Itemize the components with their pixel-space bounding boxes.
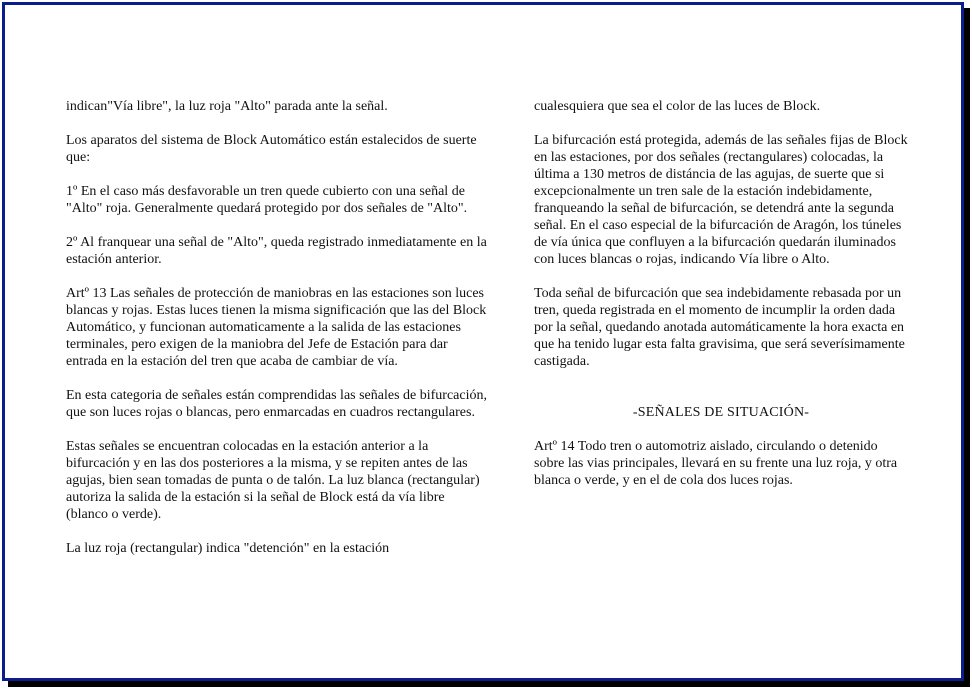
paragraph: cualesquiera que sea el color de las luces de Block.	[534, 99, 821, 114]
paragraph: 1º En el caso más desfavorable un tren quede cubierto con una señal de "Alto" roja. Generalmente quedará protegido por dos señales de "Alto".	[66, 184, 468, 216]
paragraph: Artº 14 Todo tren o automotriz aislado, circulando o detenido sobre las vias principales, llevará en su frente una luz roja, y otra blanca o verde, y en el de cola dos luces rojas.	[534, 439, 898, 488]
paragraph: Artº 13 Las señales de protección de maniobras en las estaciones son luces blancas y rojas. Estas luces tienen la misma significación que las del Block Automático, y funcionan automaticamente a la salida de las estaciones terminales, pero exigen de la maniobra del Jefe de Estación para dar entrada en la estación del tren que acaba de cambiar de vía.	[66, 286, 487, 369]
section-heading: -SEÑALES DE SITUACIÓN-	[632, 405, 810, 420]
left-text-column	[66, 98, 490, 574]
page-shadow-right	[964, 8, 970, 687]
paragraph: Estas señales se encuentran colocadas en la estación anterior a la bifurcación y en las dos posteriores a la misma, y se repiten antes de las agujas, bien sean tomadas de punta o de talón. La luz blanca (rectangular) autoriza la salida de la estación si la señal de Block está da vía libre (blanco o verde).	[66, 439, 480, 522]
paragraph: La luz roja (rectangular) indica "detención" en la estación	[66, 541, 390, 556]
paragraph: Toda señal de bifurcación que sea indebidamente rebasada por un tren, queda registrada en el momento de incumplir la orden dada por la señal, quedando anotada automáticamente la hora exacta en que ha tenido lugar esta falta gravisima, que será severísimamente castigada.	[534, 286, 905, 369]
page-shadow-bottom	[8, 681, 970, 687]
paragraph: En esta categoria de señales están comprendidas las señales de bifurcación, que son luces rojas o blancas, pero enmarcadas en cuadros rectangulares.	[66, 388, 487, 420]
paragraph: La bifurcación está protegida, además de las señales fijas de Block en las estaciones, por dos señales (rectangulares) colocadas, la última a 130 metros de distáncia de las agujas, de suerte que si excepcionalmente un tren sale de la estación indebidamente, franqueando la señal de bifurcación, se detendrá ante la segunda señal. En el caso especial de la bifurcación de Aragón, los túneles de vía única que confluyen a la bifurcación quedarán iluminados con luces blancas o rojas, indicando Vía libre o Alto.	[534, 133, 908, 267]
paragraph: indican"Vía libre", la luz roja "Alto" parada ante la señal.	[66, 99, 388, 114]
right-text-column	[534, 98, 908, 506]
paragraph: 2º Al franquear una señal de "Alto", queda registrado inmediatamente en la estación anterior.	[66, 235, 487, 267]
paragraph: Los aparatos del sistema de Block Automático están estalecidos de suerte que:	[66, 133, 477, 165]
